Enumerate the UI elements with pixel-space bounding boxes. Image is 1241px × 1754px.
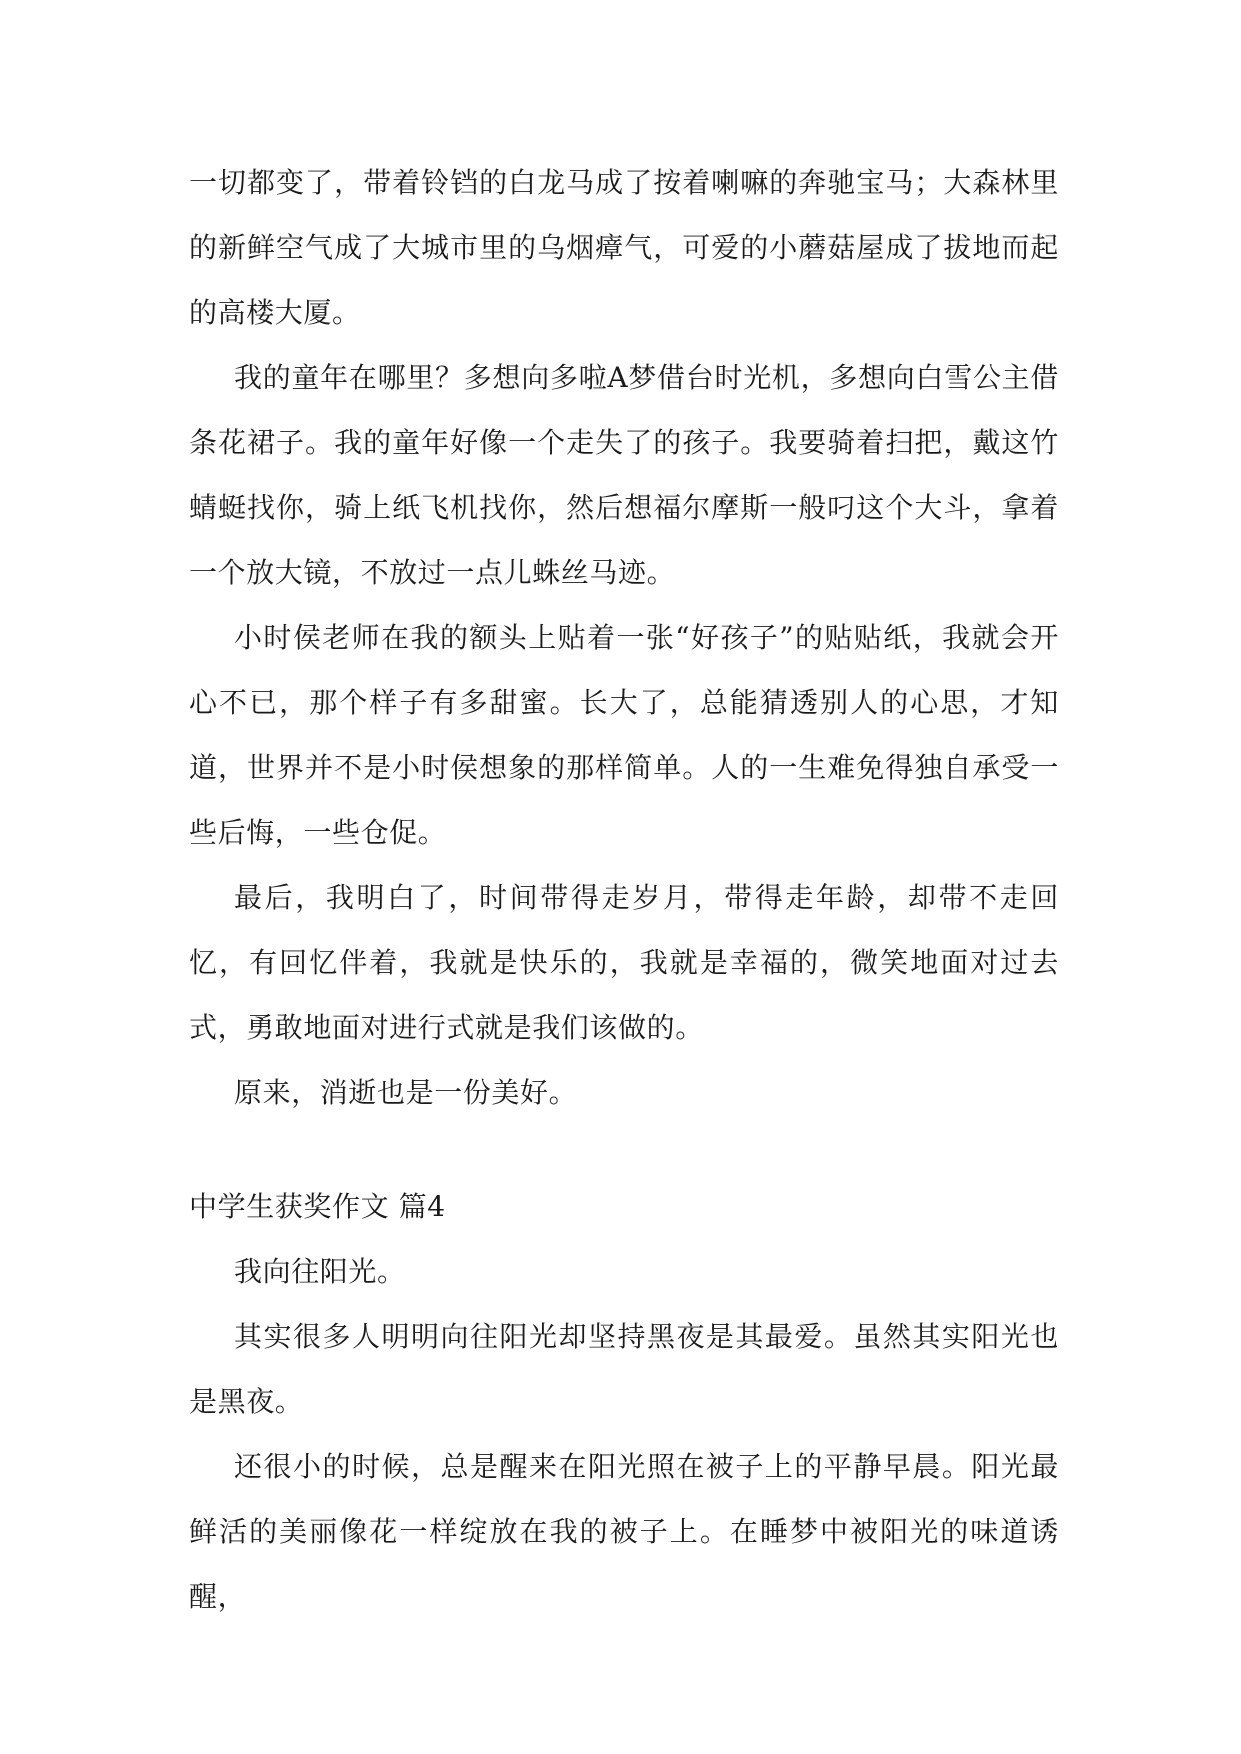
paragraph-6: 我向往阳光。	[234, 1255, 406, 1288]
paragraph-1: 一切都变了，带着铃铛的白龙马成了按着喇嘛的奔驰宝马；大森林里的新鲜空气成了大城市里的乌烟瘴气，可爱的小蘑菇屋成了拔地而起的高楼大厦。	[189, 166, 1059, 329]
essay-body	[189, 150, 1059, 1629]
paragraph-7: 其实很多人明明向往阳光却坚持黑夜是其最爱。虽然其实阳光也是黑夜。	[189, 1320, 1059, 1418]
paragraph-5: 原来，消逝也是一份美好。	[234, 1076, 578, 1109]
paragraph-3: 小时侯老师在我的额头上贴着一张“好孩子”的贴贴纸，我就会开心不已，那个样子有多甜蜜。长大了，总能猜透别人的心思，才知道，世界并不是小时侯想象的那样简单。人的一生难免得独自承受一些后悔，一些仓促。	[189, 621, 1059, 849]
section-gap	[189, 1125, 1059, 1174]
paragraph-2: 我的童年在哪里？多想向多啦A梦借台时光机，多想向白雪公主借条花裙子。我的童年好像一个走失了的孩子。我要骑着扫把，戴这竹蜻蜓找你，骑上纸飞机找你，然后想福尔摩斯一般叼这个大斗，拿着一个放大镜，不放过一点儿蛛丝马迹。	[189, 361, 1059, 589]
paragraph-8: 还很小的时候，总是醒来在阳光照在被子上的平静早晨。阳光最鲜活的美丽像花一样绽放在我的被子上。在睡梦中被阳光的味道诱醒，	[189, 1450, 1059, 1613]
paragraph-4: 最后，我明白了，时间带得走岁月，带得走年龄，却带不走回忆，有回忆伴着，我就是快乐的，我就是幸福的，微笑地面对过去式，勇敢地面对进行式就是我们该做的。	[189, 881, 1059, 1044]
essay-heading: 中学生获奖作文 篇4	[189, 1190, 446, 1223]
